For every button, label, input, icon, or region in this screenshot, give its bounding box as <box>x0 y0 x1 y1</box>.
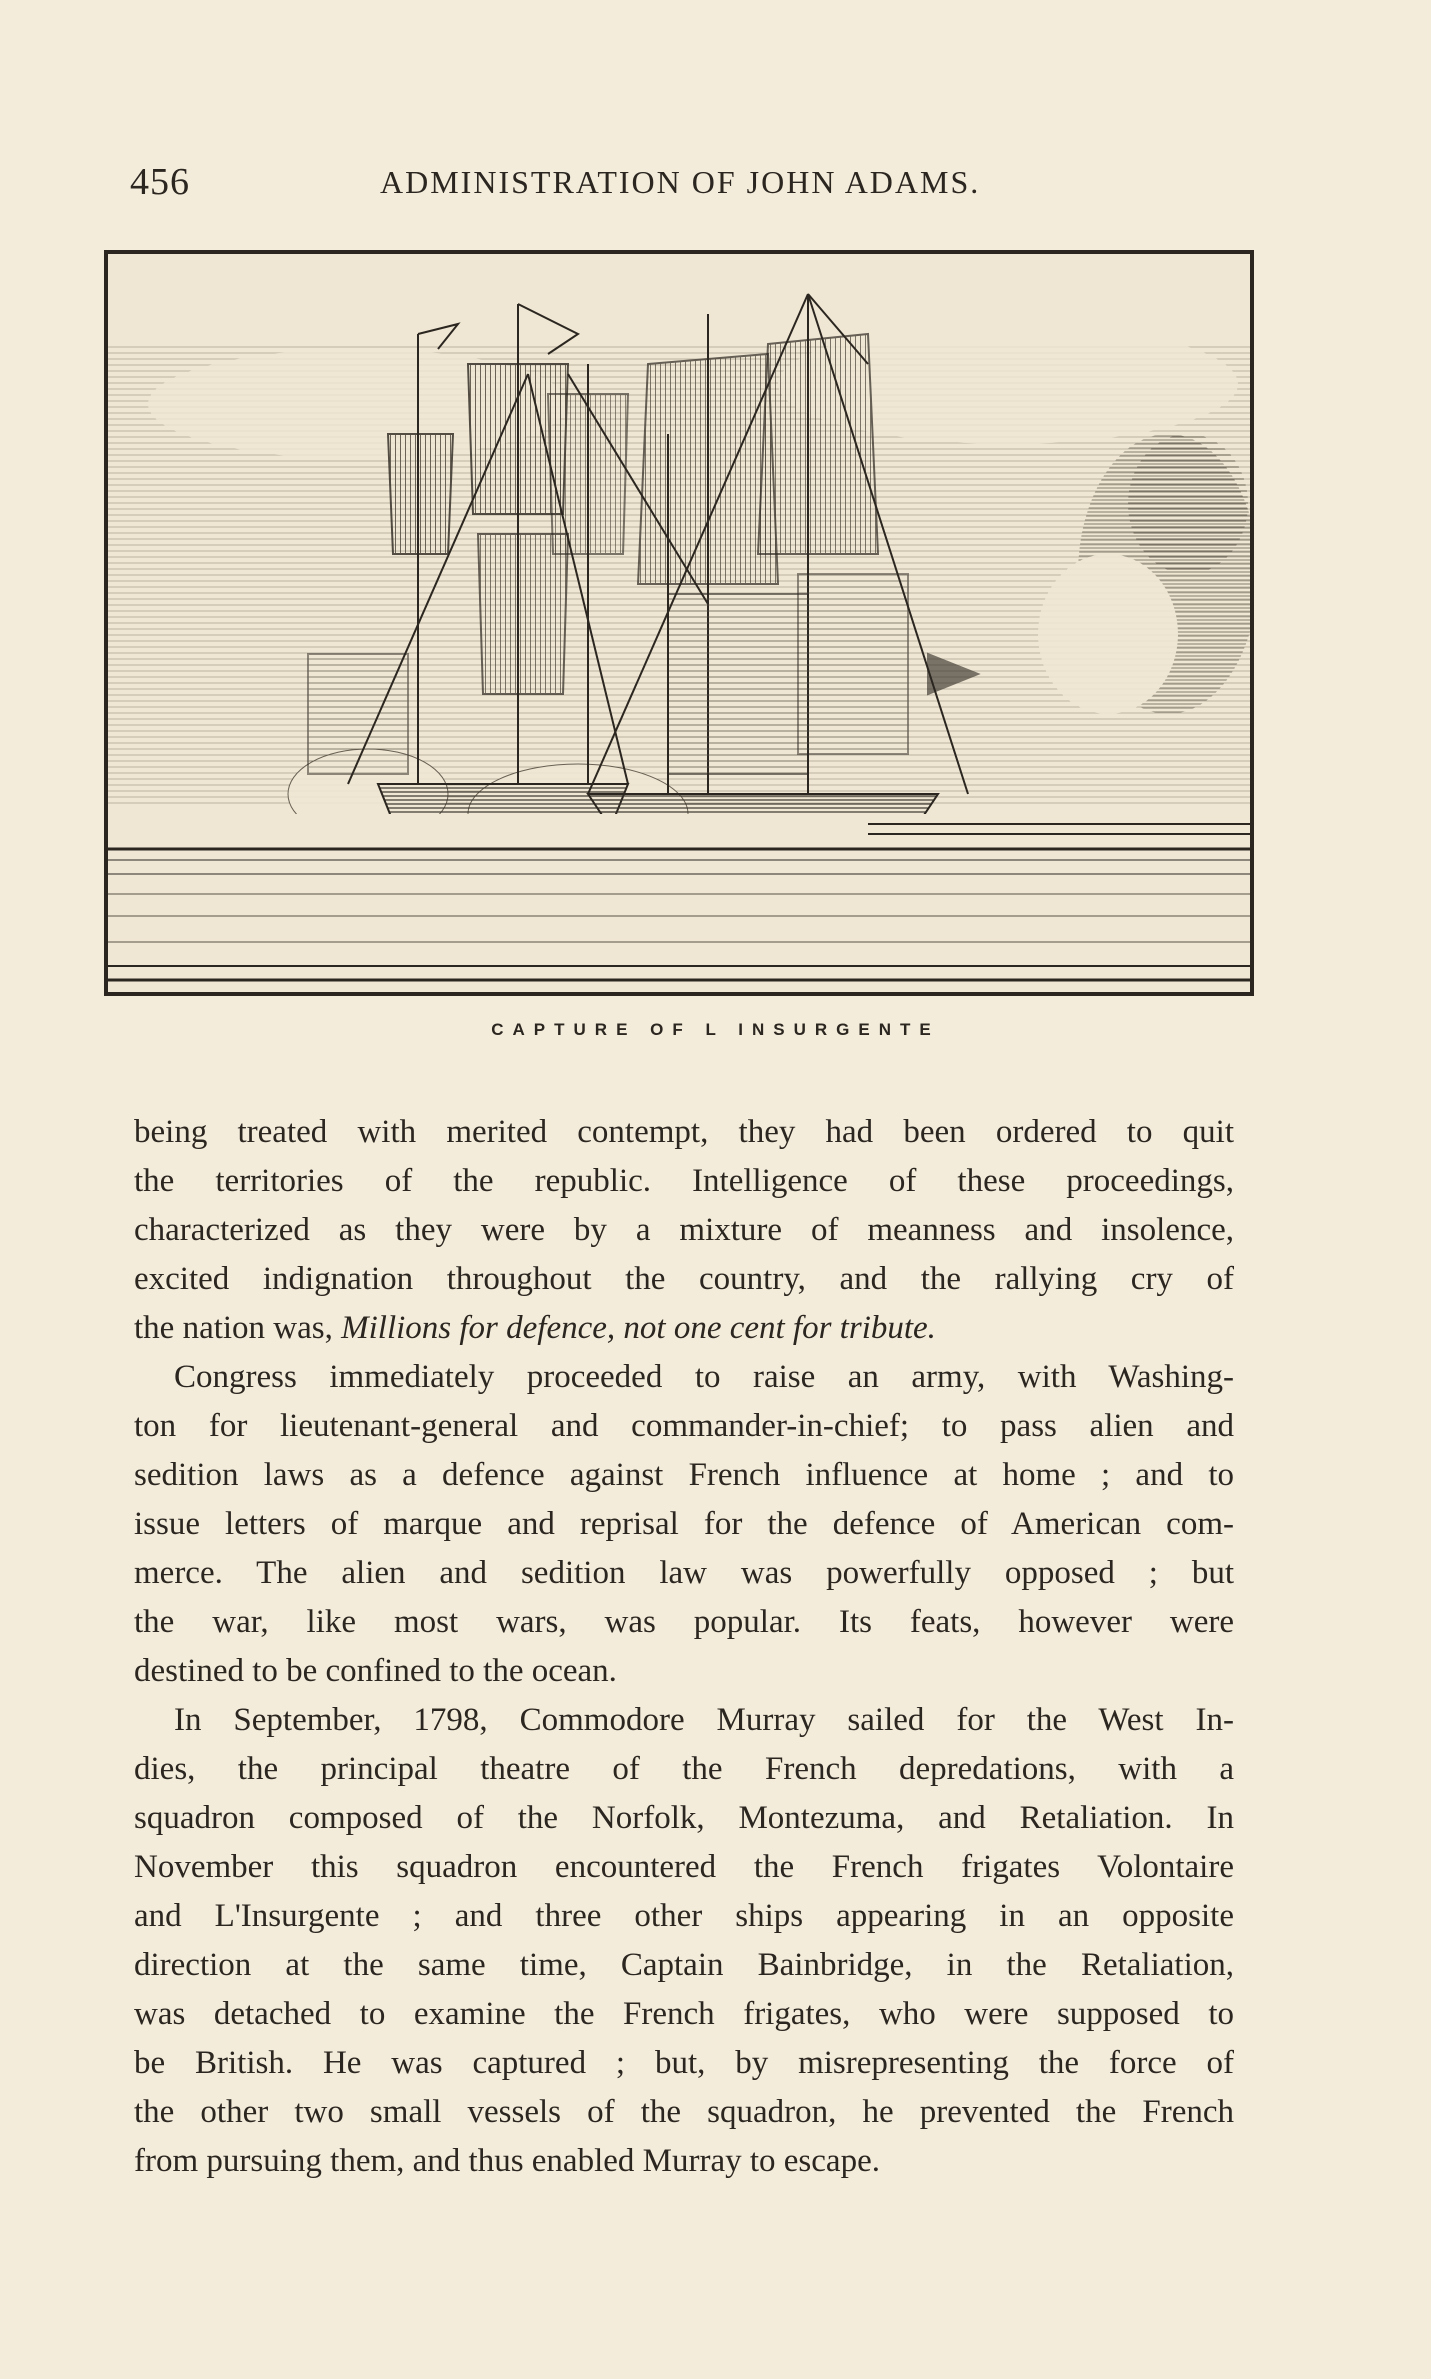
text-line: direction at the same time, Captain Bainbridge, in the Retaliation, <box>134 1947 1234 1983</box>
text-fragment: the nation was, <box>134 1310 342 1346</box>
running-title: ADMINISTRATION OF JOHN ADAMS. <box>380 164 981 200</box>
page-number: 456 <box>130 161 190 203</box>
text-line: In September, 1798, Commodore Murray sailed for the West In- <box>174 1702 1234 1738</box>
text-line: issue letters of marque and reprisal for the defence of American com- <box>134 1506 1234 1542</box>
text-line <box>134 1304 1234 1353</box>
text-line: was detached to examine the French frigates, who were supposed to <box>134 1996 1234 2032</box>
text-line: November this squadron encountered the French frigates Volontaire <box>134 1849 1234 1885</box>
motto: Millions for defence, not one cent for tribute. <box>341 1310 936 1346</box>
text-line: the other two small vessels of the squadron, he prevented the French <box>134 2094 1234 2130</box>
text-line: dies, the principal theatre of the French depredations, with a <box>134 1751 1234 1787</box>
text-line: be British. He was captured ; but, by misrepresenting the force of <box>134 2045 1234 2081</box>
text-line: the war, like most wars, was popular. Its feats, however were <box>134 1604 1234 1640</box>
ship-battle-engraving <box>104 250 1254 996</box>
figure-caption: CAPTURE OF L INSURGENTE <box>491 1020 940 1039</box>
engraving-artwork <box>108 254 1250 992</box>
sea <box>108 814 1250 992</box>
paragraph-3 <box>134 1696 1234 2186</box>
text-line: excited indignation throughout the country, and the rallying cry of <box>134 1261 1234 1297</box>
text-line: from pursuing them, and thus enabled Murray to escape. <box>134 2143 880 2179</box>
text-line: destined to be confined to the ocean. <box>134 1653 617 1689</box>
body-text <box>134 1108 1234 2186</box>
text-line: the territories of the republic. Intelligence of these proceedings, <box>134 1163 1234 1199</box>
text-line: sedition laws as a defence against French influence at home ; and to <box>134 1457 1234 1493</box>
text-line: merce. The alien and sedition law was powerfully opposed ; but <box>134 1555 1234 1591</box>
text-line: and L'Insurgente ; and three other ships appearing in an opposite <box>134 1898 1234 1934</box>
text-line: Congress immediately proceeded to raise an army, with Washing- <box>174 1359 1234 1395</box>
text-line: being treated with merited contempt, they had been ordered to quit <box>134 1114 1234 1150</box>
running-head <box>130 160 1240 210</box>
paragraph-1 <box>134 1108 1234 1353</box>
paragraph-2 <box>134 1353 1234 1696</box>
text-line: ton for lieutenant-general and commander-in-chief; to pass alien and <box>134 1408 1234 1444</box>
text-line: squadron composed of the Norfolk, Montezuma, and Retaliation. In <box>134 1800 1234 1836</box>
text-line: characterized as they were by a mixture of meanness and insolence, <box>134 1212 1234 1248</box>
